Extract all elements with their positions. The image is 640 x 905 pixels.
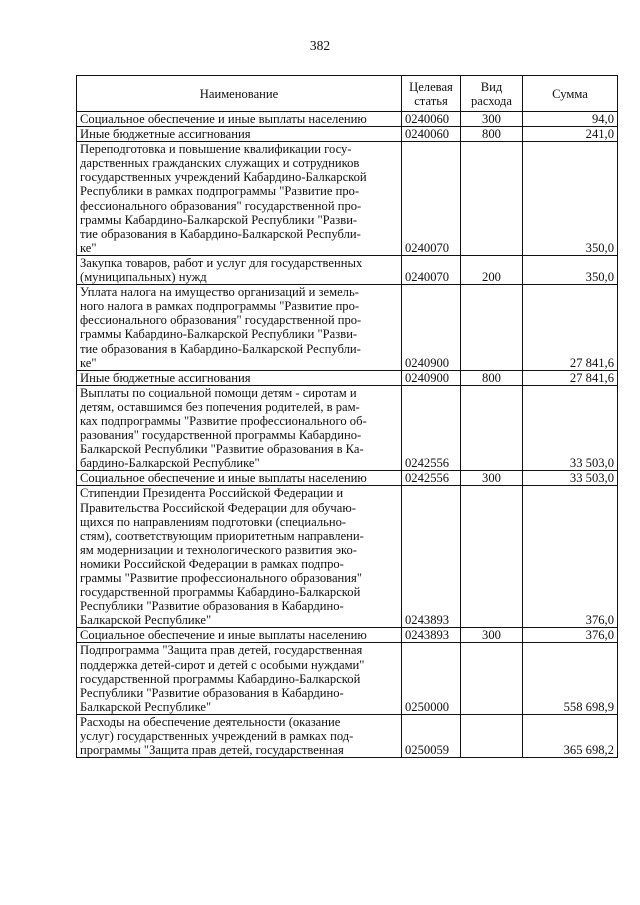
row-code: 0250000 — [402, 643, 461, 714]
row-sum: 365 698,2 — [523, 714, 618, 757]
row-sum: 241,0 — [523, 127, 618, 142]
row-code: 0242556 — [402, 471, 461, 486]
row-code: 0240060 — [402, 112, 461, 127]
row-code: 0243893 — [402, 486, 461, 628]
row-name: Подпрограмма "Защита прав детей, государственная поддержка детей-сирот и детей с особыми нуждами" государственной программы Кабардино-Балкарской Республики "Развитие образования в Кабардино- Балкарской Республике" — [77, 643, 402, 714]
table-body — [77, 112, 618, 758]
row-name: Уплата налога на имущество организаций и земель- ного налога в рамках подпрограммы "Развитие про- фессионального образования" государственной про- граммы Кабардино-Балкарской Республики "Разви- тие образования в Кабардино-Балкарской Республи- ке" — [77, 285, 402, 371]
row-type: 800 — [461, 127, 523, 142]
row-type: 300 — [461, 471, 523, 486]
row-name: Стипендии Президента Российской Федерации и Правительства Российской Федерации для обучаю- щихся по направлениям подготовки (специально- стям), соответствующим приоритетным направлени- ям модернизации и технологического развития эко- номики Российской Федерации в рамках подпро- граммы "Развитие профессионального образования" государственной программы Кабардино-Балкарской Республики "Развитие образования в Кабардино- Балкарской Республике" — [77, 486, 402, 628]
table-row — [77, 471, 618, 486]
row-type: 300 — [461, 628, 523, 643]
row-name: Расходы на обеспечение деятельности (оказание услуг) государственных учреждений в рамках под- программы "Защита прав детей, государственная — [77, 714, 402, 757]
row-name: Социальное обеспечение и иные выплаты населению — [77, 112, 402, 127]
header-code: Целевая статья — [402, 76, 461, 112]
row-name: Переподготовка и повышение квалификации госу- дарственных гражданских служащих и сотрудников государственных учреждений Кабардино-Балкарской Республики в рамках подпрограммы "Развитие про- фессионального образования" государственной про- граммы Кабардино-Балкарской Республики "Разви- тие образования в Кабардино-Балкарской Республи- ке" — [77, 142, 402, 256]
row-sum: 376,0 — [523, 486, 618, 628]
row-sum: 558 698,9 — [523, 643, 618, 714]
row-code: 0242556 — [402, 385, 461, 471]
row-code: 0240060 — [402, 127, 461, 142]
row-name: Иные бюджетные ассигнования — [77, 127, 402, 142]
budget-table — [76, 75, 618, 758]
row-name: Закупка товаров, работ и услуг для государственных (муниципальных) нужд — [77, 255, 402, 284]
table-row — [77, 486, 618, 628]
row-code: 0243893 — [402, 628, 461, 643]
header-type: Вид расхода — [461, 76, 523, 112]
row-type: 800 — [461, 370, 523, 385]
table-row — [77, 385, 618, 471]
row-sum: 33 503,0 — [523, 471, 618, 486]
row-name: Социальное обеспечение и иные выплаты населению — [77, 628, 402, 643]
header-sum: Сумма — [523, 76, 618, 112]
table-row — [77, 142, 618, 256]
row-type — [461, 285, 523, 371]
page-number: 382 — [309, 38, 331, 53]
row-type — [461, 714, 523, 757]
row-name: Иные бюджетные ассигнования — [77, 370, 402, 385]
table-header-row — [77, 76, 618, 112]
row-type — [461, 643, 523, 714]
row-type — [461, 385, 523, 471]
row-code: 0250059 — [402, 714, 461, 757]
row-sum: 350,0 — [523, 255, 618, 284]
row-sum: 94,0 — [523, 112, 618, 127]
row-sum: 33 503,0 — [523, 385, 618, 471]
row-name: Выплаты по социальной помощи детям - сиротам и детям, оставшимся без попечения родителей, в рам- ках подпрограммы "Развитие профессионального об- разования" государственной программы Кабардино- Балкарской Республики "Развитие образования в Ка- бардино-Балкарской Республике" — [77, 385, 402, 471]
row-sum: 376,0 — [523, 628, 618, 643]
table-row — [77, 643, 618, 714]
row-sum: 27 841,6 — [523, 370, 618, 385]
row-sum: 27 841,6 — [523, 285, 618, 371]
table-row — [77, 112, 618, 127]
header-name: Наименование — [77, 76, 402, 112]
row-type — [461, 486, 523, 628]
table-row — [77, 255, 618, 284]
row-code: 0240070 — [402, 255, 461, 284]
row-type — [461, 142, 523, 256]
row-code: 0240070 — [402, 142, 461, 256]
table-row — [77, 714, 618, 757]
table-row — [77, 628, 618, 643]
row-sum: 350,0 — [523, 142, 618, 256]
table-row — [77, 127, 618, 142]
table-row — [77, 370, 618, 385]
row-type: 300 — [461, 112, 523, 127]
table-row — [77, 285, 618, 371]
row-code: 0240900 — [402, 285, 461, 371]
row-type: 200 — [461, 255, 523, 284]
row-name: Социальное обеспечение и иные выплаты населению — [77, 471, 402, 486]
row-code: 0240900 — [402, 370, 461, 385]
